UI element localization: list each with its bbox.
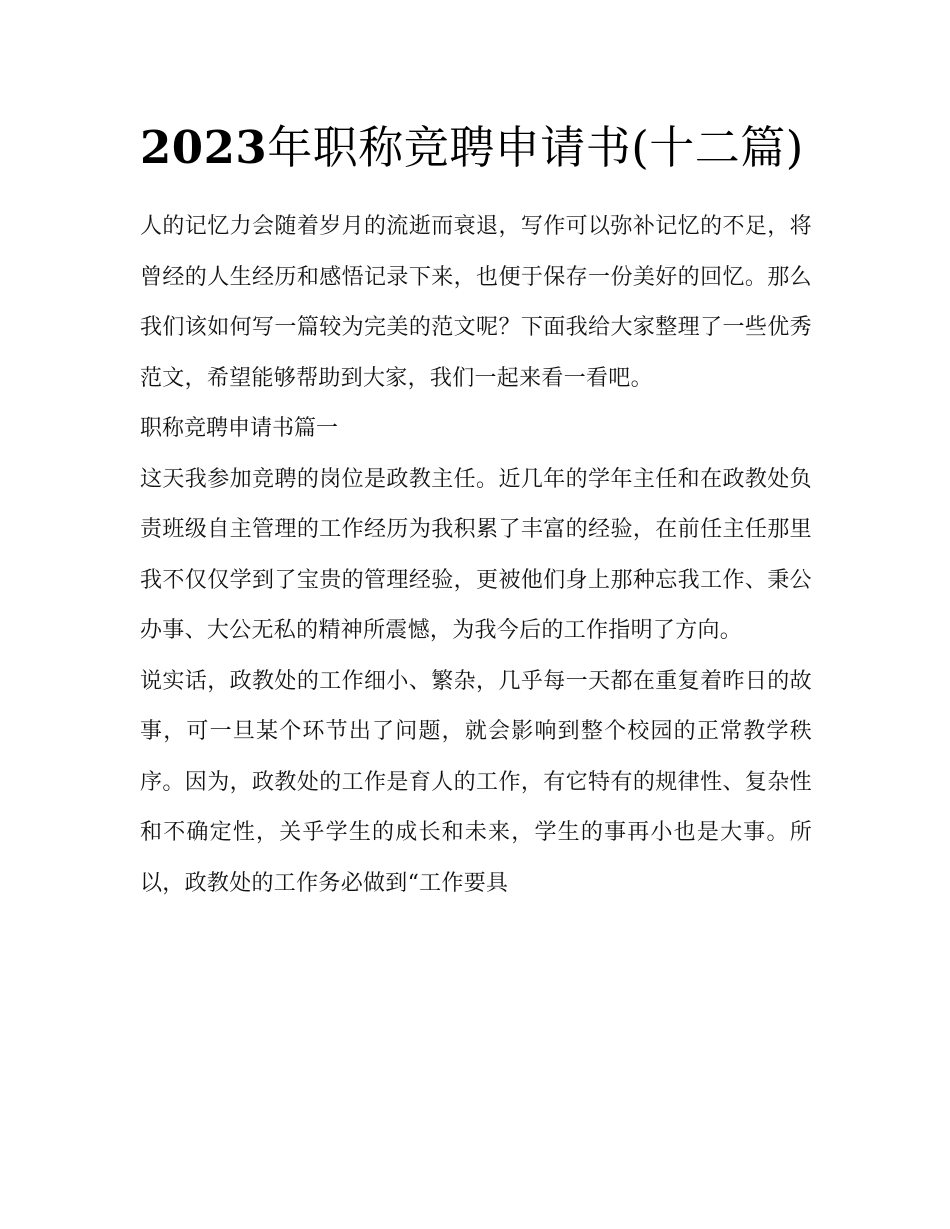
body-paragraph: 这天我参加竞聘的岗位是政教主任。近几年的学年主任和在政教处负责班级自主管理的工作经历为我积累了丰富的经验，在前任主任那里我不仅仅学到了宝贵的管理经验，更被他们身上那种忘我工作、秉公办事、大公无私的精神所震憾，为我今后的工作指明了方向。 [140,466,812,643]
document-body [140,112,812,909]
body-paragraph: 说实话，政教处的工作细小、繁杂，几乎每一天都在重复着昨日的故事，可一旦某个环节出了问题，就会影响到整个校园的正常教学秩序。因为，政教处的工作是育人的工作，有它特有的规律性、复杂性和不确定性，关乎学生的成长和未来，学生的事再小也是大事。所以，政教处的工作务必做到“工作要具 [140,668,812,896]
intro-paragraph: 人的记忆力会随着岁月的流逝而衰退，写作可以弥补记忆的不足，将曾经的人生经历和感悟记录下来，也便于保存一份美好的回忆。那么我们该如何写一篇较为完美的范文呢？下面我给大家整理了一些优秀范文，希望能够帮助到大家，我们一起来看一看吧。 [140,214,812,391]
title-year: 2023 [140,121,268,174]
section-heading: 职称竞聘申请书篇一 [140,416,339,441]
document-title [140,112,812,184]
title-text: 年职称竞聘申请书(十二篇) [267,121,804,174]
